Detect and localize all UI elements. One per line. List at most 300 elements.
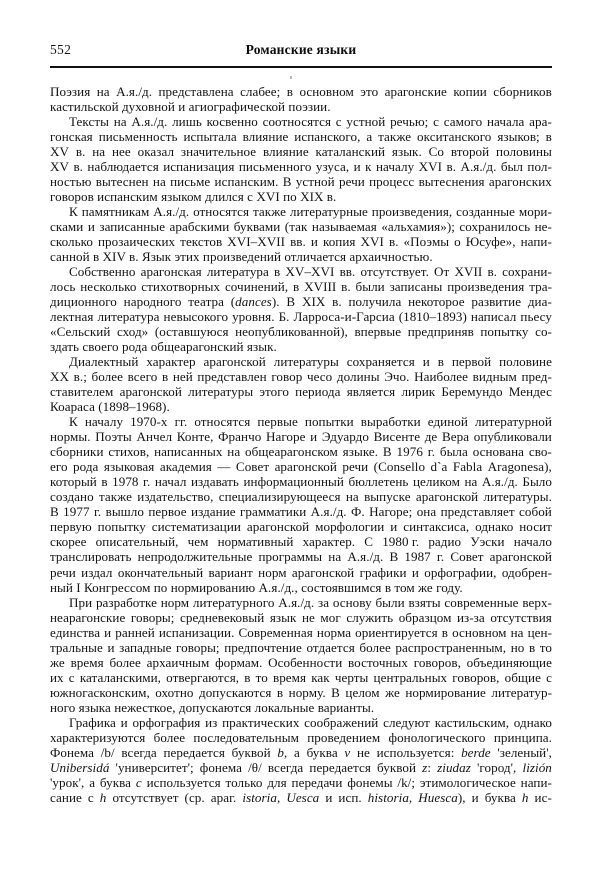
word: арагонских: [488, 174, 552, 190]
word: получила: [348, 294, 402, 310]
word: узуса,: [315, 159, 350, 175]
word: попытки: [304, 414, 354, 430]
word: с: [87, 789, 94, 805]
word: лирик: [401, 384, 436, 400]
text-line: [50, 625, 552, 640]
word: Собственно: [69, 264, 136, 280]
word: всегда: [121, 744, 157, 760]
word: началу: [84, 414, 124, 430]
word: с: [335, 114, 342, 130]
word: 1977: [63, 504, 90, 520]
word: влияние: [242, 129, 289, 145]
word: Висенте: [373, 429, 421, 445]
word: в: [286, 84, 293, 99]
word: произведения,: [371, 204, 453, 220]
word: арагонской: [291, 564, 355, 580]
word: представляет: [440, 504, 515, 520]
word: и: [107, 639, 115, 655]
word: в.;: [73, 369, 87, 385]
word: на: [464, 474, 478, 490]
word: в.: [332, 294, 342, 310]
word: мори-: [518, 204, 552, 220]
word: буква: [484, 789, 516, 805]
word: распространенным,: [395, 639, 507, 655]
word: XV–XVI: [285, 264, 335, 280]
word: также: [98, 489, 132, 505]
text-line: [50, 369, 552, 384]
text-line: Коараса (1898–1968).: [50, 399, 170, 415]
word: письме: [170, 174, 211, 190]
word: как: [311, 669, 330, 685]
word: их: [50, 669, 64, 685]
word: говоры;: [130, 609, 175, 625]
word: вытеснен: [95, 174, 149, 190]
word: описательный,: [95, 534, 179, 550]
text-line: [50, 595, 552, 610]
word: и: [422, 354, 430, 370]
word: ара-: [529, 114, 552, 130]
word: взяты: [408, 594, 441, 610]
word: Тексты: [69, 114, 109, 130]
word: записанные: [99, 219, 166, 235]
word: нормы.: [50, 429, 91, 445]
word: h: [99, 789, 107, 805]
word: —: [217, 459, 231, 475]
word: испанского,: [294, 129, 361, 145]
word: южногасконским,: [50, 684, 150, 700]
word: время: [272, 669, 307, 685]
word: норм: [258, 564, 287, 580]
word: речи: [342, 459, 369, 475]
word: на: [328, 549, 342, 565]
word: на: [96, 84, 110, 99]
word: Диалектный: [69, 354, 139, 370]
word: театра: [188, 294, 224, 310]
word: впервые: [354, 324, 402, 340]
text-line: [50, 114, 552, 129]
word: А.я./д.: [347, 549, 384, 565]
word: систематизации: [151, 519, 241, 535]
word: в.: [487, 264, 498, 280]
word: всегда: [267, 759, 304, 775]
word: b,: [277, 744, 288, 760]
word: передается: [163, 744, 225, 760]
body-text-column: [50, 84, 552, 805]
word: неарагонские: [50, 609, 126, 625]
word: служить: [346, 609, 394, 625]
word: образцом: [398, 609, 452, 625]
word: охотно: [155, 684, 194, 700]
word: вытеснения: [418, 174, 485, 190]
word: со-: [535, 324, 552, 340]
word: речи: [50, 564, 76, 580]
word: языковая: [103, 459, 155, 475]
word: лишь: [172, 114, 202, 130]
word: уровня.: [232, 309, 275, 325]
word: (ср.: [184, 789, 205, 805]
word: орфография: [132, 714, 201, 730]
word: Поэзия: [50, 84, 91, 99]
word: сохрани-: [502, 264, 552, 280]
word: предпочтение: [224, 639, 302, 655]
word: к: [365, 159, 372, 175]
word: текстов: [180, 234, 223, 250]
word: отсутствует.: [360, 264, 429, 280]
word: является: [346, 384, 396, 400]
word: создано: [50, 489, 94, 505]
word: В: [286, 294, 296, 310]
word: на: [152, 174, 166, 190]
word: современные: [444, 594, 519, 610]
word: буквой: [377, 759, 417, 775]
word: А.я./д.: [310, 504, 347, 520]
word: также: [252, 204, 286, 220]
word: из: [205, 714, 218, 730]
word: отсутствия: [490, 609, 552, 625]
text-line: [50, 459, 552, 474]
word: самого: [443, 114, 483, 130]
word: попытку: [480, 324, 529, 340]
word: то: [255, 669, 268, 685]
word: чем: [187, 534, 209, 550]
word: испанским.: [214, 174, 279, 190]
word: диа-: [527, 294, 552, 310]
word: (dances).: [230, 294, 280, 310]
word: буквой: [231, 744, 271, 760]
word: лось: [50, 279, 76, 295]
word: народного: [123, 294, 182, 310]
word: непродолжительные: [137, 549, 253, 565]
word: записаны: [389, 279, 443, 295]
word: 'зеленый',: [497, 744, 552, 760]
word: арагонские: [384, 84, 447, 99]
word: а: [294, 744, 300, 760]
word: Уэски: [470, 534, 505, 550]
word: следуют: [383, 714, 430, 730]
word: нормативный: [217, 534, 294, 550]
word: XVIII: [304, 279, 337, 295]
word: говоров,: [413, 654, 461, 670]
word: а: [366, 129, 373, 145]
word: XV: [50, 159, 70, 175]
word: К: [69, 414, 78, 430]
text-line: [50, 309, 552, 324]
word: норм: [160, 594, 190, 610]
word: цен-: [527, 624, 552, 640]
word: г.: [143, 474, 151, 490]
text-line: [50, 519, 552, 534]
word: относятся: [194, 414, 251, 430]
word: центральных: [373, 669, 448, 685]
word: в.: [341, 279, 351, 295]
word: К: [69, 204, 78, 220]
word: на: [113, 114, 127, 130]
text-line: [50, 775, 552, 790]
word: выпуске: [364, 489, 411, 505]
word: От: [434, 264, 450, 280]
word: (оставшуюся: [154, 324, 229, 340]
word: сколько: [50, 234, 93, 250]
word: собой: [519, 504, 552, 520]
word: z:: [422, 759, 432, 775]
text-line: [50, 474, 552, 489]
word: литературы: [273, 354, 339, 370]
word: с: [68, 669, 75, 685]
paragraph: [50, 84, 552, 114]
word: время: [70, 654, 104, 670]
word: вариант: [208, 564, 253, 580]
word: Мендес: [508, 384, 552, 400]
word: буква: [306, 744, 338, 760]
text-line: [50, 144, 552, 159]
text-line: [50, 504, 552, 519]
word: литературной: [475, 414, 552, 430]
word: морфологии: [315, 519, 385, 535]
word: копия: [322, 234, 356, 250]
word: объединяющие: [466, 654, 552, 670]
word: влияние: [262, 144, 309, 160]
word: говор: [271, 369, 303, 385]
word: половины: [496, 144, 552, 160]
word: памятникам: [81, 204, 150, 220]
word: отвергаются,: [166, 669, 240, 685]
word: орфографии,: [424, 564, 497, 580]
word: вв.: [339, 264, 356, 280]
word: произведения: [447, 279, 525, 295]
word: о: [454, 234, 461, 250]
text-line: ный I Конгрессом по нормированию А.я./д., состоявшимся в том же году.: [50, 579, 463, 595]
word: Uesca: [286, 789, 320, 805]
word: копии: [453, 84, 487, 99]
word: С: [364, 534, 374, 550]
word: первое: [148, 504, 187, 520]
text-line: [50, 414, 552, 429]
page-number: 552: [50, 42, 72, 57]
text-line: [50, 264, 552, 279]
word: и: [87, 219, 95, 235]
word: В: [331, 684, 340, 700]
word: на: [345, 489, 359, 505]
word: 1976: [396, 444, 423, 460]
word: литературы: [188, 384, 254, 400]
word: процесс: [369, 174, 415, 190]
word: в: [276, 684, 284, 700]
word: арагонской: [246, 519, 310, 535]
word: Нагоре;: [369, 504, 413, 520]
word: чесо: [306, 369, 333, 385]
word: 1978: [112, 474, 139, 490]
word: Анчел: [136, 429, 173, 445]
word: на: [227, 444, 241, 460]
word: «альхамия»);: [381, 219, 455, 235]
word: стихотворных: [141, 279, 221, 295]
word: всего: [127, 369, 158, 385]
paragraph: [50, 354, 552, 414]
word: в.: [446, 159, 457, 175]
word: также: [378, 129, 412, 145]
word: а: [89, 774, 96, 790]
text-line: [50, 174, 552, 189]
word: средневековый: [180, 609, 265, 625]
word: косвенно: [206, 114, 258, 130]
word: в: [274, 264, 281, 280]
word: второй: [450, 144, 490, 160]
word: арабскими: [169, 219, 230, 235]
word: грамматики: [240, 504, 307, 520]
word: гг.: [174, 414, 188, 430]
word: XVI: [418, 159, 443, 175]
text-line: ного языка нежесткое, допускаются локальные варианты.: [50, 699, 375, 715]
word: Фонема: [50, 744, 95, 760]
word: сход»: [116, 324, 149, 340]
word: однако: [475, 519, 514, 535]
word: вышло: [105, 504, 144, 520]
word: литератур-: [491, 684, 552, 700]
word: стихов,: [108, 444, 150, 460]
word: за: [317, 594, 330, 610]
word: напи-: [520, 774, 552, 790]
word: XX: [50, 369, 70, 385]
word: используется: [146, 774, 221, 790]
word: напи-: [520, 234, 552, 250]
word: видным: [472, 369, 517, 385]
word: сочинений,: [224, 279, 289, 295]
word: литературного: [192, 594, 275, 610]
word: А.я./д.: [131, 114, 168, 130]
word: Эчо.: [384, 369, 410, 385]
word: 'город',: [477, 759, 517, 775]
word: нормирование: [405, 684, 486, 700]
word: Эдуардо: [321, 429, 369, 445]
word: арагонской: [119, 384, 182, 400]
word: синтаксиса,: [403, 519, 470, 535]
word: который: [50, 474, 97, 490]
word: оказал: [137, 144, 175, 160]
text-line: [50, 234, 552, 249]
word: допускаются: [199, 684, 272, 700]
text-line: [50, 204, 552, 219]
word: арагонская: [140, 264, 202, 280]
word: г.: [427, 444, 436, 460]
word: в.: [388, 234, 399, 250]
word: каталанскими,: [79, 669, 162, 685]
word: формам.: [215, 654, 263, 670]
word: была: [439, 444, 468, 460]
text-line: [50, 324, 552, 339]
word: и: [471, 789, 479, 805]
word: началу: [376, 159, 415, 175]
text-line: [50, 159, 552, 174]
text-line: [50, 129, 552, 144]
word: в.: [75, 144, 86, 160]
word: передается: [309, 759, 371, 775]
word: то: [539, 639, 552, 655]
word: Aragonesa),: [487, 459, 552, 475]
word: черты: [334, 669, 369, 685]
word: /θ/: [248, 759, 262, 775]
word: Б.: [278, 309, 290, 325]
text-line: [50, 640, 552, 655]
word: начал: [154, 474, 187, 490]
word: сборники: [50, 444, 104, 460]
word: издание: [191, 504, 236, 520]
text-line: [50, 670, 552, 685]
word: Совет: [450, 549, 484, 565]
word: и: [353, 159, 361, 175]
word: пол-: [527, 159, 552, 175]
text-line: [50, 565, 552, 580]
word: в: [437, 354, 444, 370]
word: верх-: [522, 594, 552, 610]
word: А.я./д.: [481, 474, 518, 490]
word: на: [92, 144, 106, 160]
word: сво-: [528, 444, 552, 460]
word: А.я./д.: [278, 594, 315, 610]
word: в: [293, 279, 300, 295]
word: lizión: [522, 759, 552, 775]
word: вв.: [290, 234, 306, 250]
word: литература: [97, 309, 160, 325]
word: написанных: [154, 444, 223, 460]
word: ориентируется: [355, 624, 438, 640]
word: в: [244, 669, 251, 685]
word: и: [411, 564, 419, 580]
word: XV: [50, 144, 70, 160]
text-line: говоров испанским языком длился с XVI по XIX в.: [50, 189, 337, 205]
word: А.я./д.: [460, 159, 497, 175]
word: проведением: [307, 729, 381, 745]
word: сками: [50, 219, 84, 235]
word: Со: [428, 144, 445, 160]
word: наблюдается: [87, 159, 159, 175]
word: Конте,: [176, 429, 214, 445]
paragraph: [50, 264, 552, 354]
word: арагонской: [274, 459, 337, 475]
word: неопубликованной),: [235, 324, 348, 340]
word: Юсуфе»,: [465, 234, 516, 250]
paragraph: [50, 595, 552, 715]
text-line: кастильской духовной и агиографической поэзии.: [50, 99, 331, 115]
word: соотносятся: [262, 114, 332, 130]
word: 'университет';: [115, 759, 194, 775]
word: ностью: [50, 174, 92, 190]
word: Особенности: [268, 654, 343, 670]
word: норму.: [288, 684, 326, 700]
word: Unibersidá: [50, 759, 110, 775]
word: с: [546, 669, 552, 685]
word: каталанский: [315, 144, 386, 160]
word: невысокого: [163, 309, 229, 325]
word: c: [135, 774, 142, 790]
word: нее: [111, 144, 131, 160]
word: При: [69, 594, 93, 610]
word: издал: [81, 564, 113, 580]
word: в: [101, 474, 108, 490]
word: литературы.: [483, 489, 552, 505]
word: характер.: [302, 534, 356, 550]
word: В: [50, 504, 59, 520]
word: historia,: [367, 789, 413, 805]
word: общие: [504, 669, 541, 685]
word: сохранилось: [459, 219, 531, 235]
running-head: [50, 42, 552, 62]
word: письменность: [98, 129, 178, 145]
word: /k/;: [397, 774, 416, 790]
word: единой: [427, 414, 468, 430]
word: некоторое: [408, 294, 465, 310]
text-line: [50, 489, 552, 504]
text-line: [50, 760, 552, 775]
